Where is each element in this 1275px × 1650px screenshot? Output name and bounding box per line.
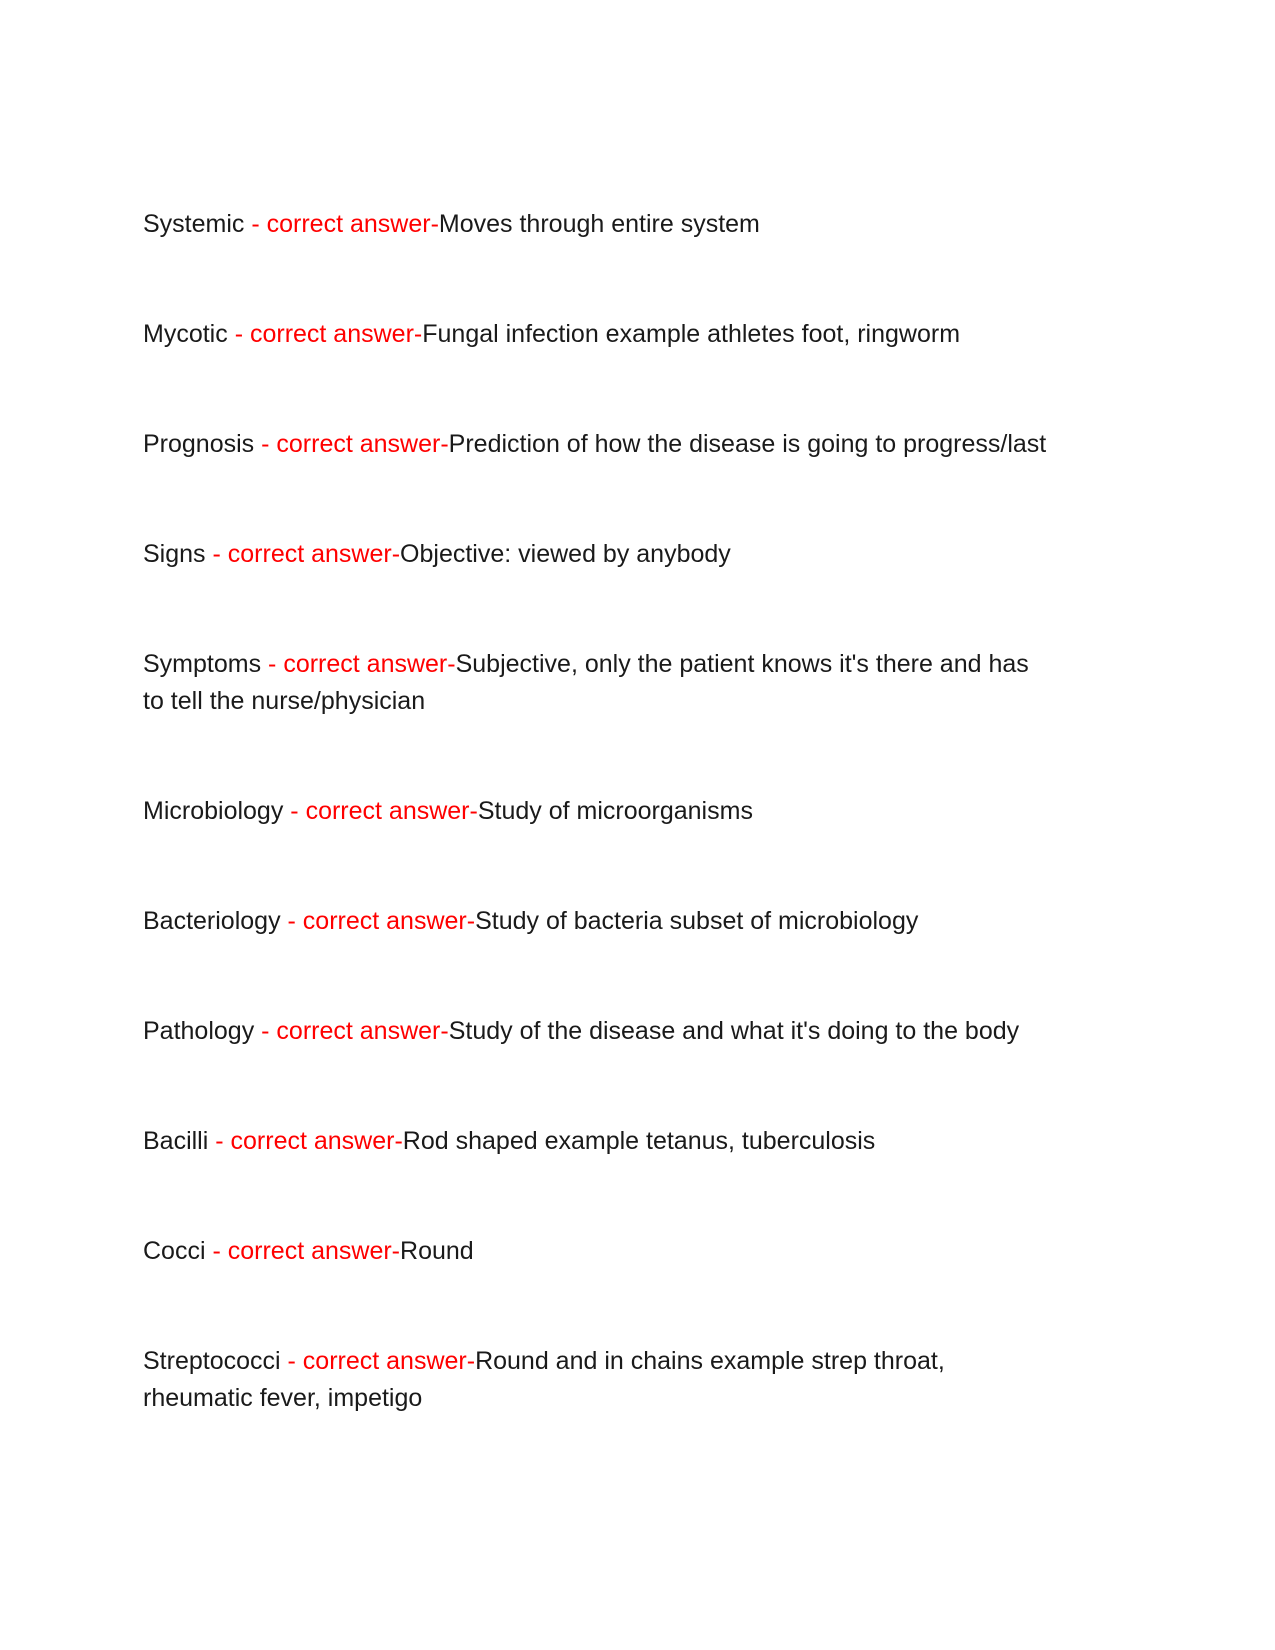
term-text: Microbiology (143, 797, 284, 825)
qa-entry (143, 903, 1055, 940)
qa-entry (143, 536, 1055, 573)
qa-entry (143, 1013, 1055, 1050)
definition-text: Fungal infection example athletes foot, ringworm (422, 320, 961, 348)
term-text: Signs (143, 540, 206, 568)
definition-text: Study of microorganisms (477, 797, 753, 825)
qa-entry (143, 206, 1055, 243)
definition-text: Study of the disease and what it's doing to the body (448, 1017, 1020, 1045)
term-text: Bacteriology (143, 907, 281, 935)
definition-text: Rod shaped example tetanus, tuberculosis (402, 1127, 876, 1155)
definition-text: Objective: viewed by anybody (400, 540, 731, 568)
definition-text: Round and in chains example strep throat, rheumatic fever, impetigo (143, 1347, 945, 1412)
correct-answer-separator: - correct answer- (215, 1127, 403, 1155)
qa-entry (143, 793, 1055, 830)
term-text: Symptoms (143, 650, 262, 678)
term-text: Bacilli (143, 1127, 209, 1155)
qa-entry (143, 316, 1055, 353)
correct-answer-separator: - correct answer- (290, 797, 478, 825)
correct-answer-separator: - correct answer- (261, 1017, 449, 1045)
correct-answer-separator: - correct answer- (287, 1347, 476, 1375)
definition-text: Study of bacteria subset of microbiology (475, 907, 919, 935)
correct-answer-separator: - correct answer- (268, 650, 456, 678)
correct-answer-separator: - correct answer- (261, 430, 449, 458)
correct-answer-separator: - correct answer- (234, 320, 423, 348)
correct-answer-separator: - correct answer- (251, 210, 439, 238)
qa-list (143, 206, 1055, 1417)
definition-text: Round (400, 1237, 474, 1265)
definition-text: Prediction of how the disease is going to progress/last (448, 430, 1047, 458)
term-text: Cocci (143, 1237, 206, 1265)
definition-text: Moves through entire system (438, 210, 760, 238)
qa-entry (143, 1123, 1055, 1160)
term-text: Streptococci (143, 1347, 281, 1375)
correct-answer-separator: - correct answer- (212, 1237, 401, 1265)
term-text: Prognosis (143, 430, 255, 458)
correct-answer-separator: - correct answer- (212, 540, 401, 568)
qa-entry (143, 426, 1055, 463)
term-text: Pathology (143, 1017, 255, 1045)
qa-entry (143, 1343, 1055, 1417)
definition-text: Subjective, only the patient knows it's there and has to tell the nurse/physician (143, 650, 1029, 715)
qa-entry (143, 1233, 1055, 1270)
qa-entry (143, 646, 1055, 720)
term-text: Systemic (143, 210, 245, 238)
term-text: Mycotic (143, 320, 228, 348)
correct-answer-separator: - correct answer- (287, 907, 476, 935)
